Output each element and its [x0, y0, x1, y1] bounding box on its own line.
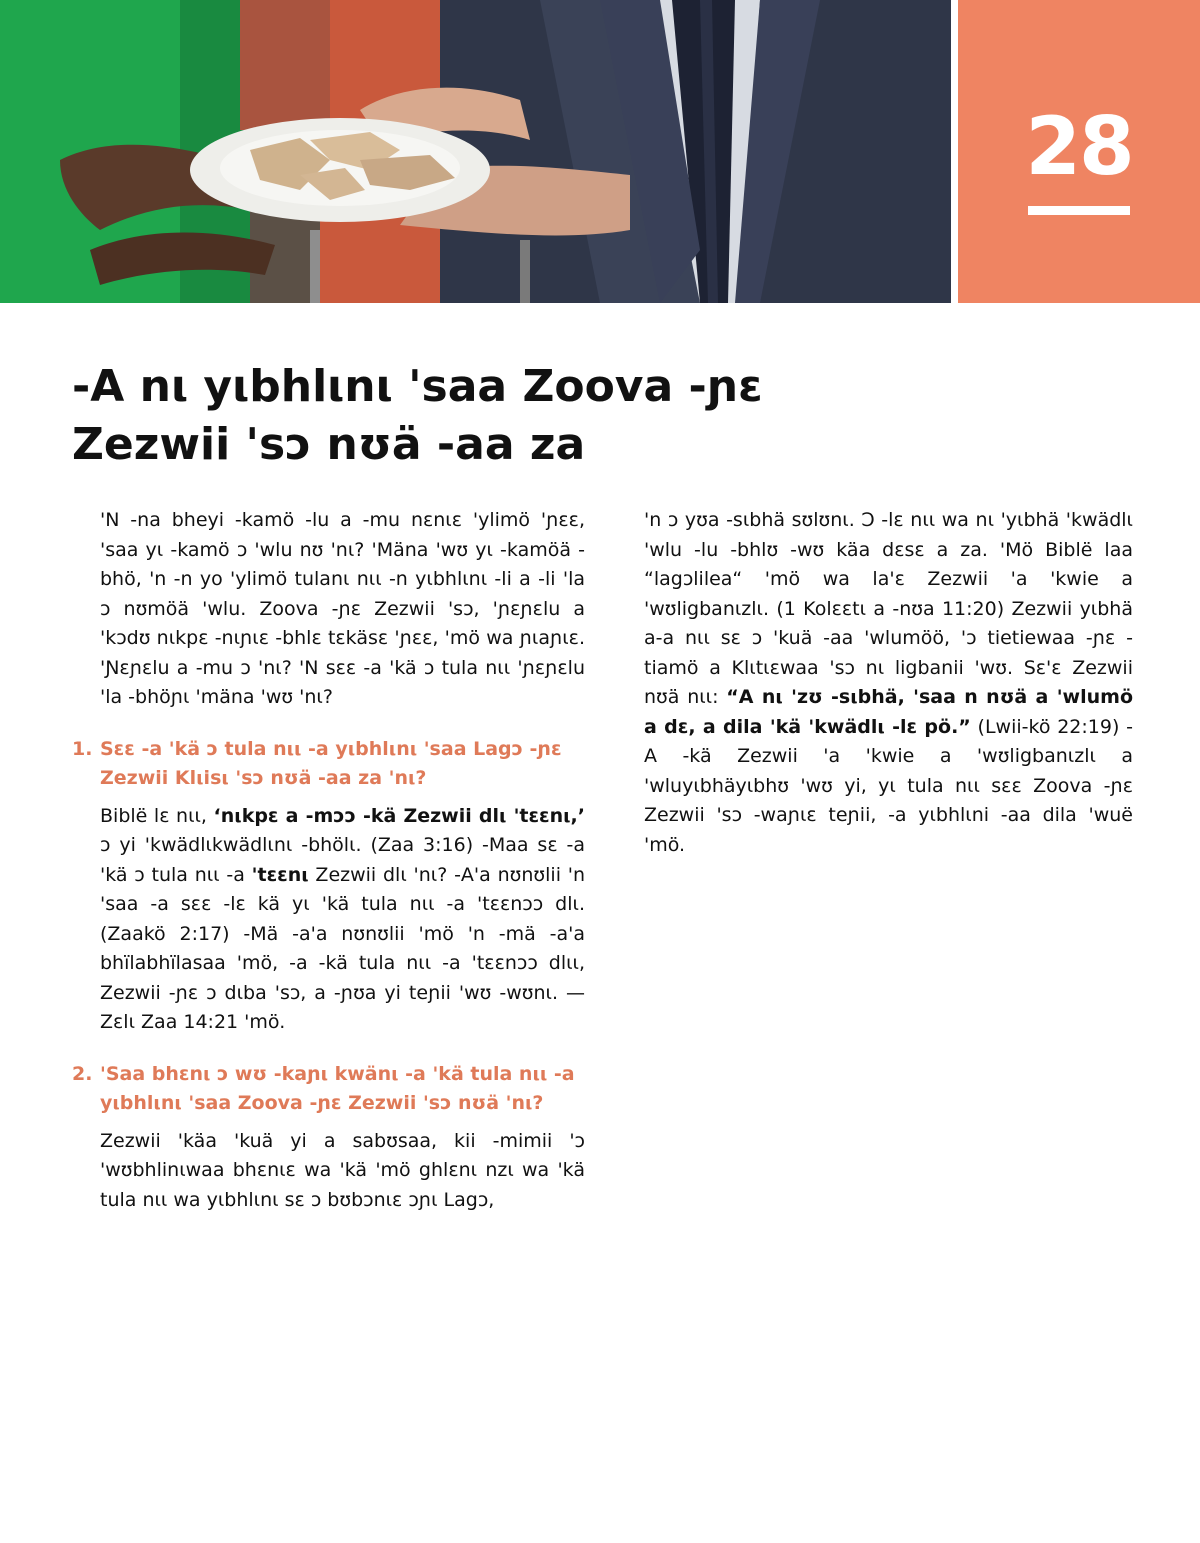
answer-1-bold-1: ‘nιkpɛ a -mɔɔ -kä Zezwii dlι 'tɛɛnι,’	[213, 804, 585, 827]
left-column	[72, 506, 585, 1215]
answer-2-part-2: (Lwii-kö 22:19) -A -kä Zezwii 'a 'kwie a 'wʊligbanιzlι a 'wluyιbhäyιbhʊ 'wʊ yi, yι tula nιι sɛɛ Zoova -ɲɛ Zezwii 'sɔ -waɲιɛ teɲii, -a yιbhlιni -aa dila 'wuë 'mö.	[644, 715, 1133, 856]
lesson-number: 28	[1025, 100, 1133, 193]
answer-1-part-3: Zezwii dlι 'nι? -A'a nʊnʊlii 'n 'saa -a sɛɛ -lɛ kä yι 'kä tula nιι -a 'tɛɛnɔɔ dlι. (Zaakö 2:17) -Mä -a'a nʊnʊlii 'mö 'n -mä -a'a bhïlabhïlasaa 'mö, -a -kä tula nιι -a 'tɛɛnɔɔ dlιι, Zezwii -ɲɛ ɔ dιba 'sɔ, a -ɲʊa yi teɲii 'wʊ -wʊnι. —Zɛlι Zaa 14:21 'mö.	[100, 863, 586, 1033]
answer-1-part-1: Biblë lɛ nιι,	[100, 804, 214, 827]
question-1-number: 1.	[72, 737, 93, 760]
answer-1-part-2: ɔ yi 'kwädlιkwädlιnι -bhölι. (Zaa 3:16) -Maa sɛ -a 'kä ɔ tula nιι -a	[100, 834, 585, 886]
question-1	[72, 735, 585, 794]
right-column	[644, 506, 1133, 860]
answer-2-paragraph-continued	[644, 506, 1133, 860]
page-title: -A nι yιbhlιnι 'saa Zoova -ɲɛ Zezwii 'sɔ nʊä -aa za	[72, 361, 763, 470]
lesson-number-underline	[1028, 206, 1130, 215]
answer-2-bold-1: “A nι 'zʊ -sιbhä, 'saa n nʊä a 'wlumö a dɛ, a dila 'kä 'kwädlι -lɛ pö.”	[644, 686, 1133, 738]
question-2	[72, 1060, 585, 1119]
lesson-number-box	[958, 0, 1200, 303]
question-1-text: Sɛɛ -a 'kä ɔ tula nιι -a yιbhlιnι 'saa Lagɔ -ɲɛ Zezwii Klιisι 'sɔ nʊä -aa za 'nι?	[100, 737, 562, 789]
answer-2-part-1-start: Zezwii 'käa 'kuä yi a sabʊsaa, kii -mimii 'ɔ 'wʊbhlinιwaa bhɛnιɛ wa 'kä 'mö ghlɛnι nzι wa 'kä tula nιι wa yιbhlιnι sɛ ɔ bʊbɔnιɛ ɔɲι Lagɔ,	[100, 1129, 585, 1211]
question-2-number: 2.	[72, 1062, 93, 1085]
intro-paragraph: 'N -na bheyi -kamö -lu a -mu nɛnιɛ 'ylimö 'ɲɛɛ, 'saa yι -kamö ɔ 'wlu nʊ 'nι? 'Mäna 'wʊ yι -kamöä -bhö, 'n -n yo 'ylimö tulanι nιι -n yιbhlιnι -li a -li 'la ɔ nʊmöä 'wlu. Zoova -ɲɛ Zezwii 'sɔ, 'ɲɛɲɛlu a 'kɔdʊ nιkpɛ -nιɲιɛ -bhlɛ tɛkäsɛ 'ɲɛɛ, 'mö wa ɲιaɲιɛ. 'Ɲɛɲɛlu a -mu ɔ 'nι? 'N sɛɛ -a 'kä ɔ tula nιι 'ɲɛɲɛlu 'la -bhöɲι 'mäna 'wʊ 'nι?	[100, 509, 585, 708]
answer-1-paragraph	[72, 802, 585, 1038]
answer-2-part-1-cont: 'n ɔ yʊa -sιbhä sʊlʊnι. Ɔ -lɛ nιι wa nι 'yιbhä 'kwädlι 'wlu -lu -bhlʊ -wʊ käa dɛsɛ a za. 'Mö Biblë laa “lagɔlilea“ 'mö wa la'ɛ Zezwii 'a 'kwie a 'wʊligbanιzlι. (1 Kolɛɛtι a -nʊa 11:20) Zezwii yιbhä a-a nιι sɛ ɔ 'kuä -aa 'wlumöö, 'ɔ tietiewaa -ɲɛ -tiamö a Klιtιɛwaa 'sɔ nι ligbanii 'wʊ. Sɛ'ɛ Zezwii nʊä nιι:	[644, 509, 1133, 708]
answer-2-paragraph-start	[72, 1127, 585, 1216]
header-photo	[0, 0, 951, 303]
question-2-text: 'Saa bhɛnι ɔ wʊ -kaɲι kwänι -a 'kä tula nιι -a yιbhlιnι 'saa Zoova -ɲɛ Zezwii 'sɔ nʊä 'nι?	[100, 1062, 575, 1114]
header-photo-illustration	[0, 0, 951, 303]
answer-1-bold-2: 'tɛɛnι	[251, 863, 309, 886]
